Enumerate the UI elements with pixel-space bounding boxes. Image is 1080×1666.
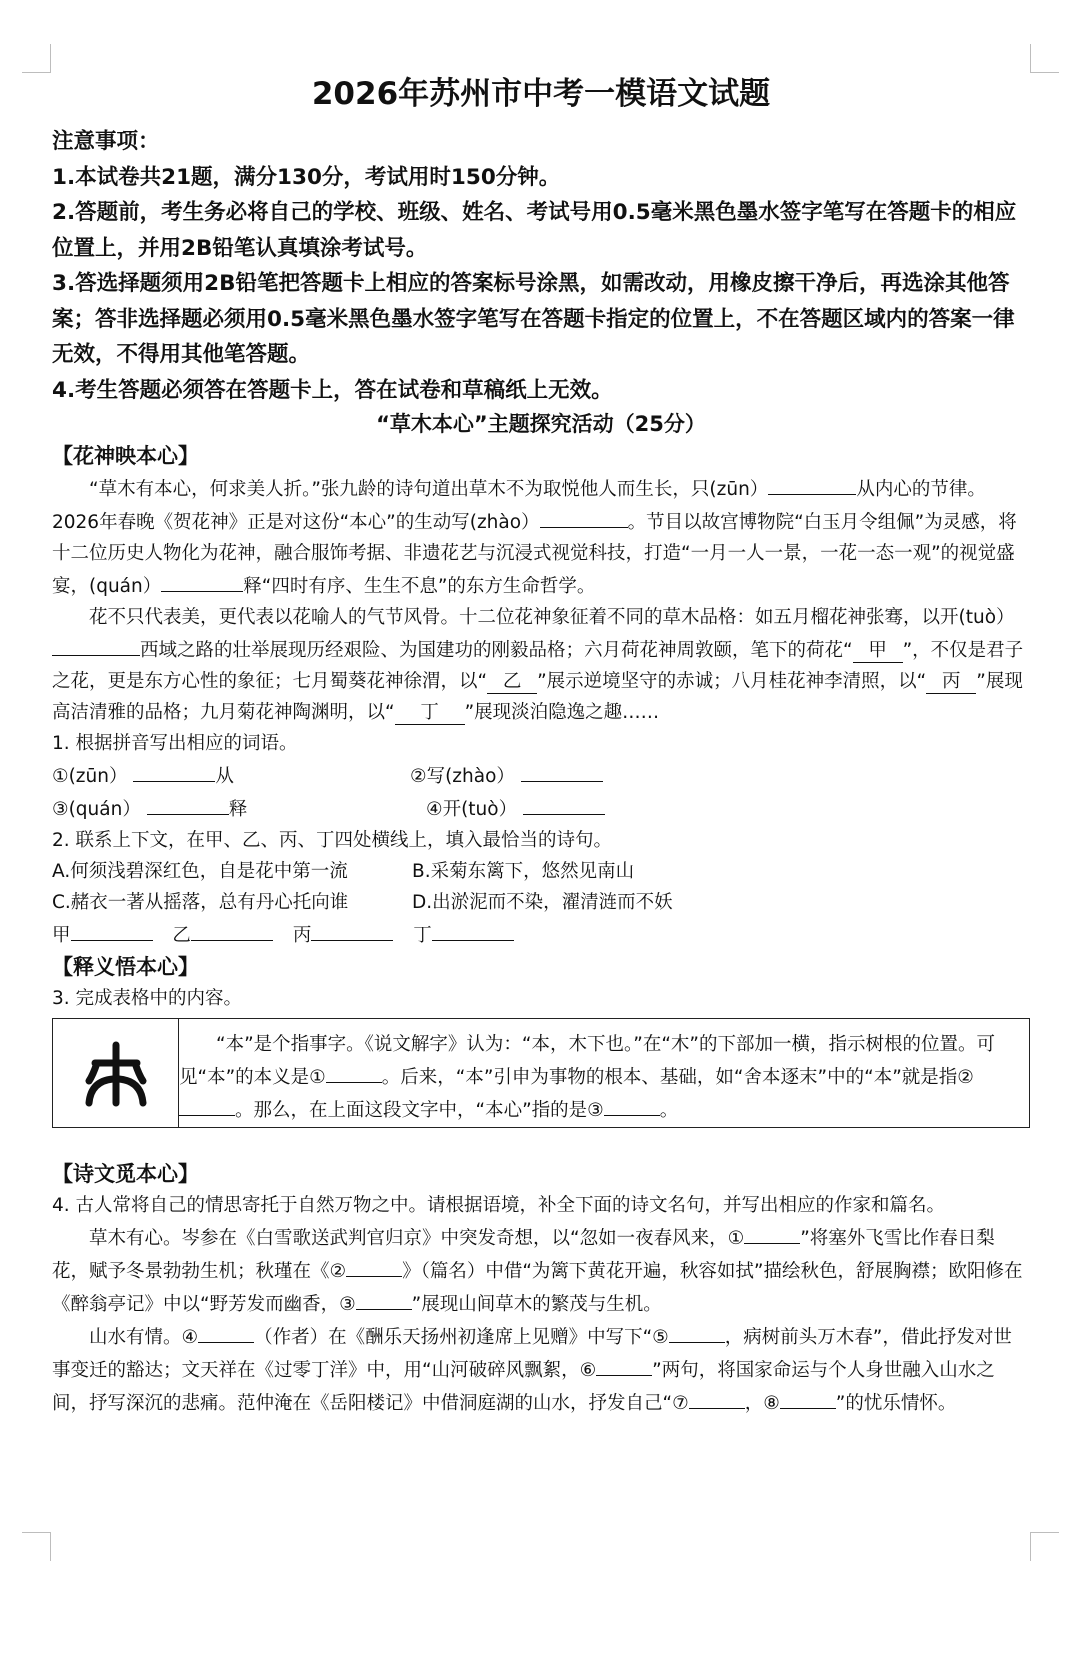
item-label: ④开(tuò）: [426, 799, 518, 820]
item-label: ①(zūn）: [52, 766, 128, 787]
passage-text: ，⑧: [744, 1393, 780, 1414]
notes-block: [52, 124, 1030, 408]
character-table: [52, 1018, 1030, 1128]
answer-blank[interactable]: [523, 792, 605, 815]
question-1-row-2: [52, 792, 1030, 825]
passage-text: 。节目以故宫博物院“白玉月令组佩”为灵感，将十二位历史人物化为花神，融合服饰考据、非遗花艺与沉浸式视觉科技，打造“一月一人一景，一花一态一观”的视觉盛宴，(quán）: [52, 512, 1017, 597]
passage-text: 释“四时有序、生生不息”的东方生命哲学。: [243, 576, 596, 597]
note-item: 3.答选择题须用2B铅笔把答题卡上相应的答案标号涂黑，如需改动，用橡皮擦干净后，再选涂其他答案；答非选择题必须用0.5毫米黑色墨水签字笔写在答题卡指定的位置上，不在答题区域内的答案一律无效，不得用其他笔答题。: [52, 271, 1015, 367]
passage-text: （作者）在《酬乐天扬州初逢席上见赠》中写下“⑤: [254, 1327, 669, 1348]
option-b: B.采菊东篱下，悠然见南山: [412, 861, 635, 882]
blank-yi[interactable]: 乙: [487, 671, 537, 694]
ancient-ben-character-icon: [83, 1041, 149, 1107]
note-item: 2.答题前，考生务必将自己的学校、班级、姓名、考试号用0.5毫米黑色墨水签字笔写在答题卡的相应位置上，并用2B铅笔认真填涂考试号。: [52, 200, 1017, 261]
answer-blank[interactable]: [596, 1353, 652, 1376]
answer-blank[interactable]: [432, 918, 514, 941]
passage-text: ”展现高洁清雅的品格；九月菊花神陶渊明，以“: [52, 671, 1023, 723]
answer-blank[interactable]: [356, 1287, 412, 1310]
answer-label: 丁: [413, 925, 432, 946]
option-d: D.出淤泥而不染，濯清涟而不妖: [412, 892, 673, 913]
answer-blank[interactable]: [147, 792, 229, 815]
exam-title: 2026年苏州市中考一模语文试题: [311, 76, 771, 112]
exam-page: [52, 70, 1030, 1419]
poem-paragraph-1: [52, 1221, 1030, 1320]
passage-text: ”两句，将国家命运与个人身世融入山水之间，抒写深沉的悲痛。范仲淹在《岳阳楼记》中借洞庭湖的山水，抒发自己“⑦: [52, 1360, 995, 1414]
passage-text: 》（篇名）中借“为篱下黄花开遍，秋容如拭”描绘秋色，舒展胸襟；欧阳修在《醉翁亭记》中以“野芳发而幽香，③: [52, 1261, 1023, 1315]
option-a: A.何须浅碧深红色，自是花中第一流: [52, 861, 348, 882]
passage-text: ”的忧乐情怀。: [835, 1393, 957, 1414]
crop-mark-bottom-left: [22, 1532, 51, 1561]
blank-bing[interactable]: 丙: [926, 671, 976, 694]
passage-text: ”将塞外飞雪比作春日梨花，赋予冬景勃勃生机；秋瑾在《②: [52, 1228, 995, 1282]
question-1-row-1: [52, 759, 1030, 792]
section1-body: [52, 472, 1030, 951]
answer-blank[interactable]: [744, 1221, 800, 1244]
blank-ding[interactable]: 丁: [395, 702, 465, 725]
passage-text: “草木有本心，何求美人折。”张九龄的诗句道出草木不为取悦他人而生长，只(zūn）: [89, 479, 769, 500]
answer-blank[interactable]: [191, 918, 273, 941]
options-row-1: [52, 856, 1030, 887]
passage-text: ”展现山间草木的繁茂与生机。: [411, 1294, 662, 1315]
passage-text: 从内心的节律。2026年春晚《贺花神》正是对这份“本心”的生动写(zhào）: [52, 479, 986, 533]
table-text: 。后来，“本”引申为事物的根本、基础，如“舍本逐末”中的“本”就是指②: [381, 1067, 974, 1088]
answer-blank[interactable]: [161, 569, 243, 592]
note-item: 4.考生答题必须答在答题卡上，答在试卷和草稿纸上无效。: [52, 377, 613, 403]
options-row-2: [52, 887, 1030, 918]
passage-text: 西域之路的壮举展现历经艰险、为国建功的刚毅品格；六月荷花神周敦颐，笔下的荷花“: [140, 640, 853, 661]
answer-blank[interactable]: [669, 1320, 725, 1343]
item-label: ②写(zhào）: [410, 766, 515, 787]
passage-text: 山水有情。④: [89, 1327, 199, 1348]
answer-blank[interactable]: [311, 918, 393, 941]
passage-paragraph-2: [52, 602, 1030, 728]
question-3-stem: 3. 完成表格中的内容。: [52, 988, 243, 1009]
passage-text: 草木有心。岑参在《白雪歌送武判官归京》中突发奇想，以“忽如一夜春风来，①: [89, 1228, 745, 1249]
notes-heading: 注意事项：: [52, 129, 160, 154]
table-text: 。: [659, 1100, 679, 1121]
passage-text: ”，不仅是君子之花，更是东方心性的象征；七月蜀葵花神徐渭，以“: [52, 640, 1024, 692]
passage-text: ”展现淡泊隐逸之趣……: [464, 702, 660, 723]
section-heading-3: 【诗文觅本心】: [52, 1162, 199, 1186]
blank-jia[interactable]: 甲: [853, 640, 903, 663]
crop-mark-top-right: [1030, 44, 1059, 73]
question-4-stem: 4. 古人常将自己的情思寄托于自然万物之中。请根据语境，补全下面的诗文名句，并写出相应的作家和篇名。: [52, 1195, 946, 1216]
crop-mark-bottom-right: [1030, 1532, 1059, 1561]
crop-mark-top-left: [22, 44, 51, 73]
answer-blank[interactable]: [133, 759, 215, 782]
answer-label: 甲: [52, 925, 71, 946]
question-2-answers: [52, 918, 1030, 951]
table-text: “本”是个指事字。《说文解字》认为：“本，木下也。”在“木”的下部加一横，指示树根的位置。可见“本”的本义是①: [179, 1034, 996, 1088]
passage-text: 花不只代表美，更代表以花喻人的气节风骨。十二位花神象征着不同的草木品格：如五月榴花神张骞，以开(tuò）: [89, 607, 1015, 628]
item-label: 从: [215, 766, 234, 787]
passage-text: ”展示逆境坚守的赤诚；八月桂花神李清照，以“: [537, 671, 927, 692]
ancient-character-cell: [53, 1019, 179, 1127]
item-label: 释: [228, 799, 248, 820]
answer-label: 丙: [292, 925, 312, 946]
section3-body: [52, 1190, 1030, 1419]
section-heading-1: 【花神映本心】: [52, 444, 199, 468]
activity-title: “草木本心”主题探究活动（25分）: [376, 412, 706, 436]
question-2-stem: 2. 联系上下文，在甲、乙、丙、丁四处横线上，填入最恰当的诗句。: [52, 830, 613, 851]
passage-paragraph-1: [52, 472, 1030, 602]
table-text-cell: [179, 1019, 1029, 1127]
answer-blank[interactable]: [71, 918, 153, 941]
answer-blank[interactable]: [179, 1093, 235, 1116]
answer-label: 乙: [172, 925, 191, 946]
answer-blank[interactable]: [768, 472, 856, 495]
answer-blank[interactable]: [326, 1060, 382, 1083]
table-text: 。那么，在上面这段文字中，“本心”指的是③: [235, 1100, 604, 1121]
poem-paragraph-2: [52, 1320, 1030, 1419]
answer-blank[interactable]: [540, 505, 628, 528]
answer-blank[interactable]: [198, 1320, 254, 1343]
answer-blank[interactable]: [604, 1093, 660, 1116]
passage-text: ，病树前头万木春”，借此抒发对世事变迁的豁达；文天祥在《过零丁洋》中，用“山河破碎风飘絮，⑥: [52, 1327, 1012, 1381]
item-label: ③(quán）: [52, 799, 141, 820]
answer-blank[interactable]: [52, 633, 140, 656]
question-1-stem: 1. 根据拼音写出相应的词语。: [52, 733, 298, 754]
answer-blank[interactable]: [780, 1386, 836, 1409]
answer-blank[interactable]: [689, 1386, 745, 1409]
section-heading-2: 【释义悟本心】: [52, 955, 199, 979]
note-item: 1.本试卷共21题，满分130分，考试用时150分钟。: [52, 164, 561, 190]
answer-blank[interactable]: [521, 759, 603, 782]
answer-blank[interactable]: [346, 1254, 402, 1277]
option-c: C.赭衣一著从摇落，总有丹心托向谁: [52, 892, 349, 913]
